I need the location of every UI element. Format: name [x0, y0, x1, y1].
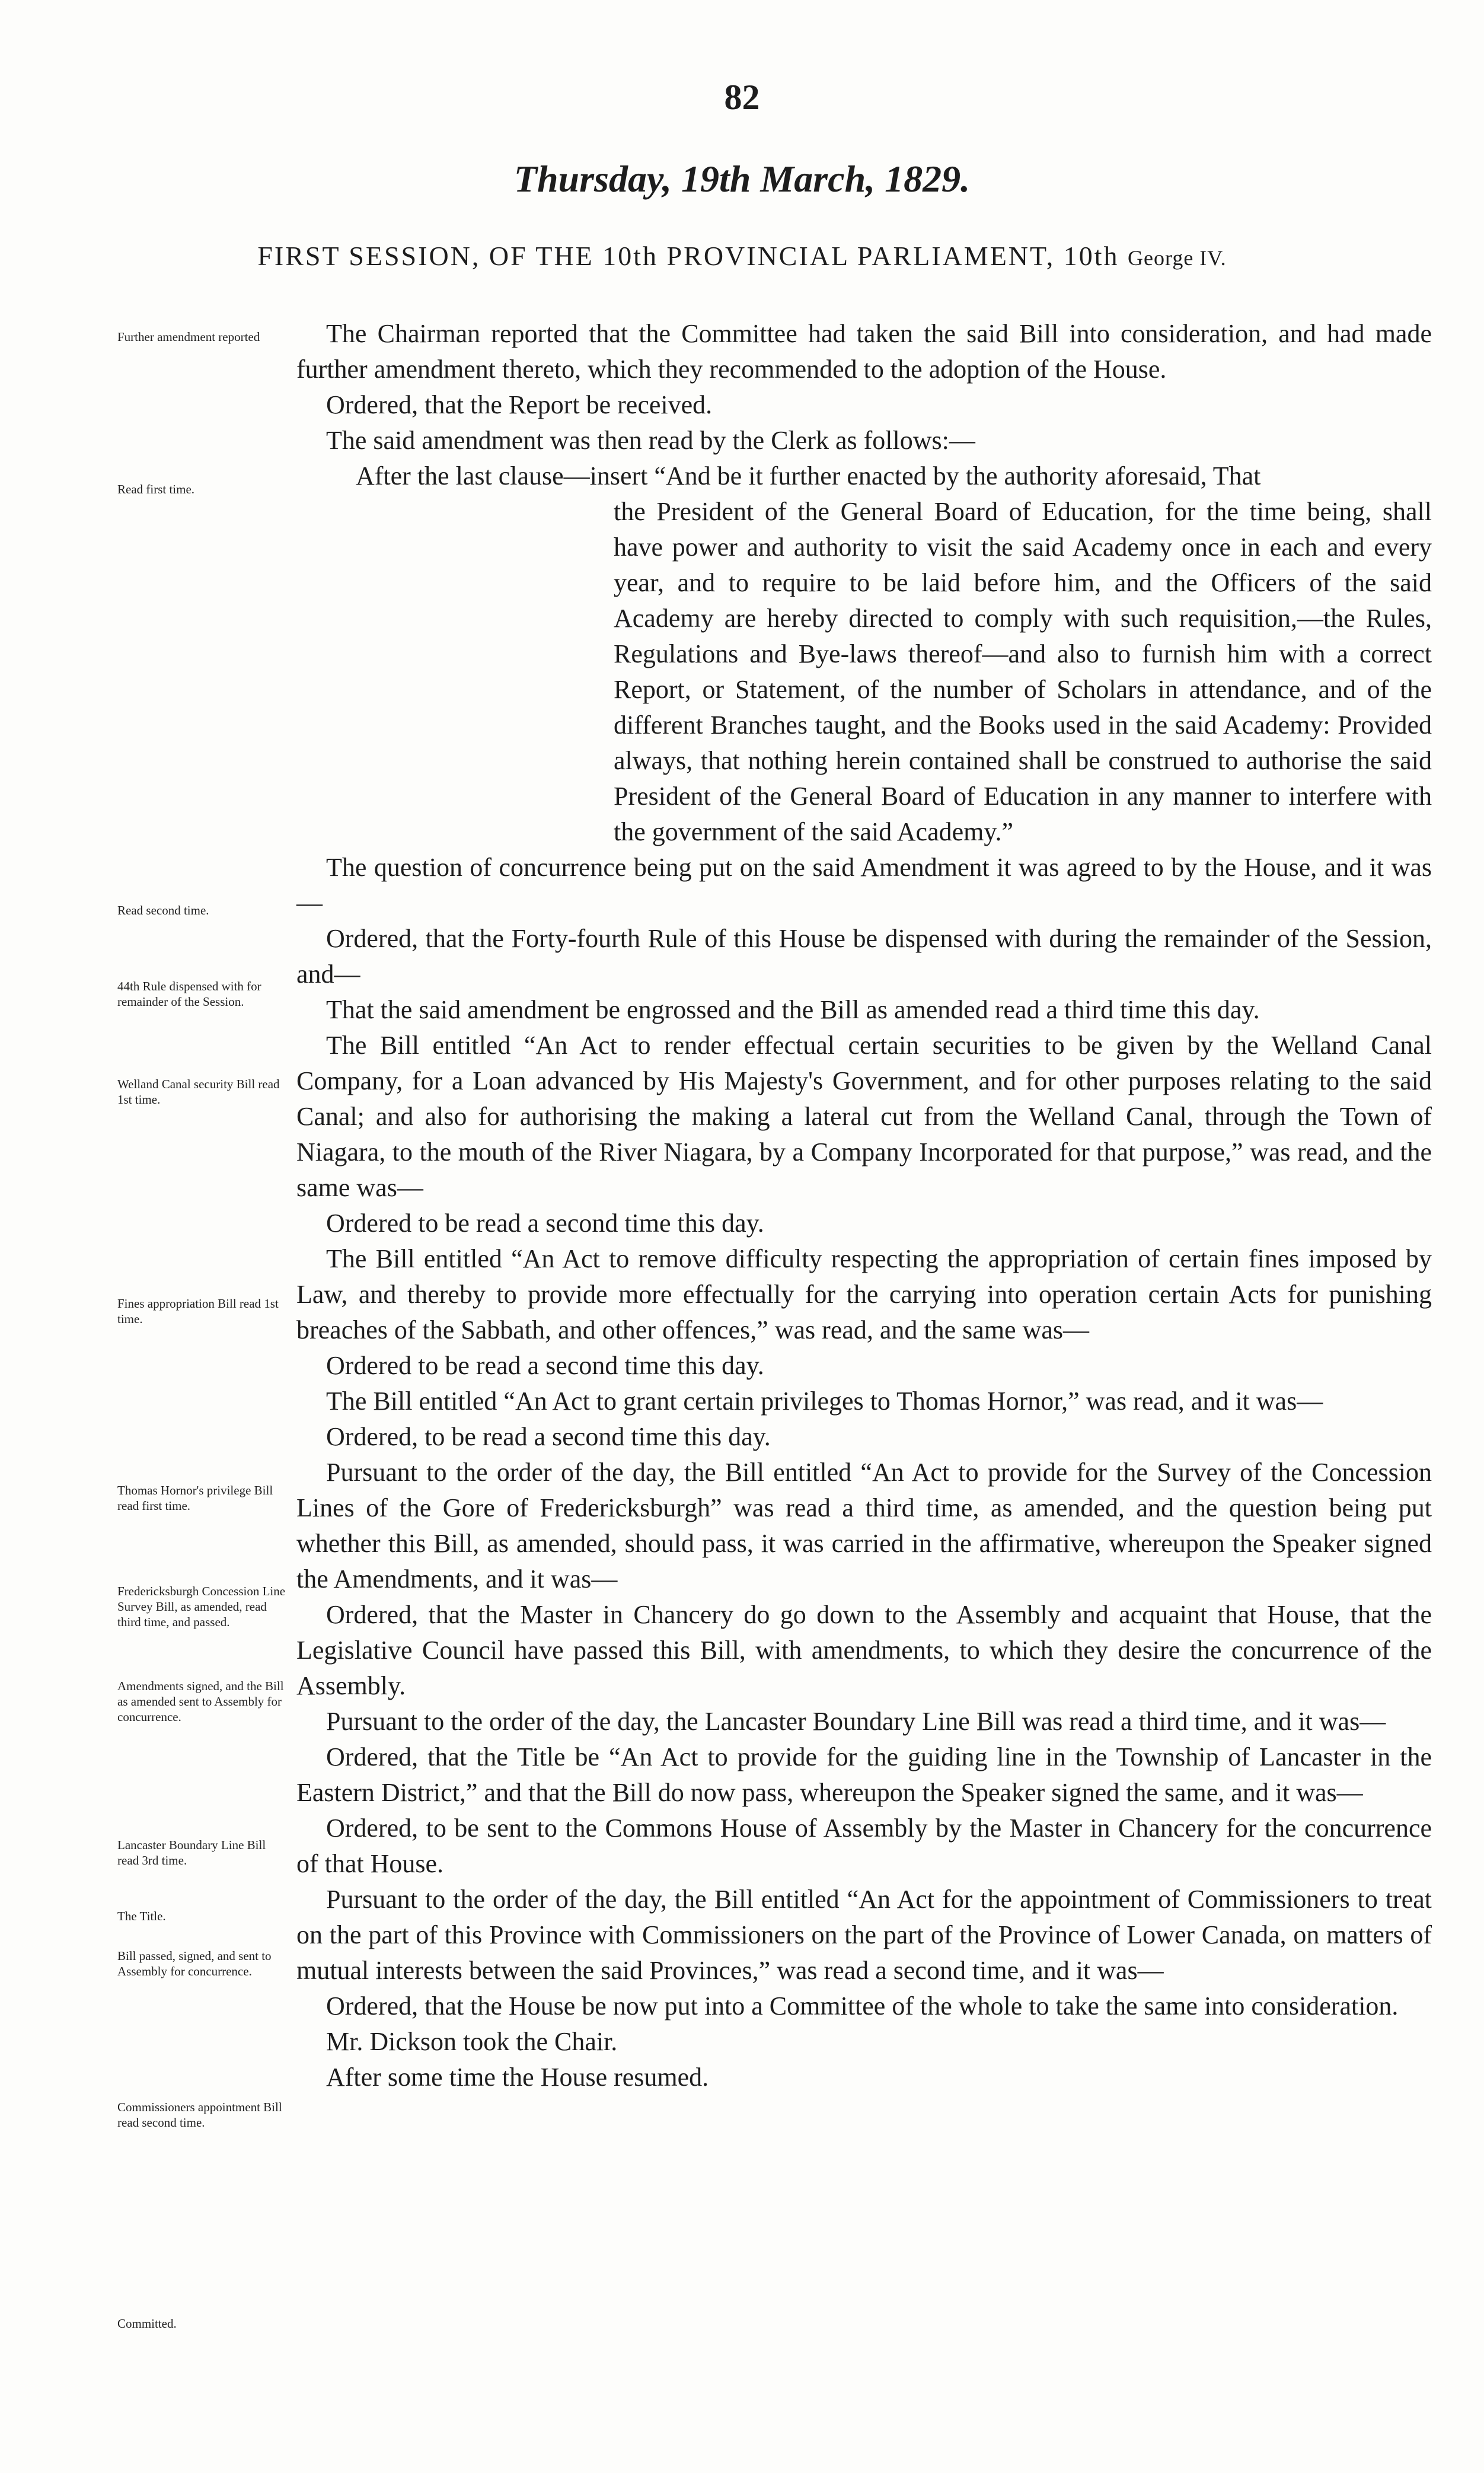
paragraph: Ordered, to be sent to the Commons House of Assembly by the Master in Chancery for the concurrence of that House.: [296, 1814, 1432, 1878]
quoted-amendment-text: the President of the General Board of Education, for the time being, shall have power and authority to visit the said Academy once in each and every year, and to require to be laid before him, and the Officers of the said Academy are hereby directed to comply with such requisition,—the Rules, Regulations and Bye-laws thereof—and also to furnish him with a correct Report, or Statement, of the number of Scholars in attendance, and of the different Branches taught, and the Books used in the said Academy: Provided always, that nothing herein contained shall be construed to authorise the said President of the General Board of Education in any manner to interfere with the government of the said Academy.”: [614, 497, 1432, 846]
quoted-amendment-opening: After the last clause—insert “And be it further enacted by the authority aforesaid, That: [356, 461, 1261, 490]
session-main: FIRST SESSION, OF THE 10th PROVINCIAL PARLIAMENT, 10th: [257, 241, 1119, 271]
paragraph: Ordered, that the Report be received.: [326, 390, 713, 419]
margin-note: Commissioners appointment Bill read second time.: [117, 2100, 282, 2130]
paragraph: Ordered to be read a second time this day.: [326, 1209, 764, 1238]
margin-note: Fines appropriation Bill read 1st time.: [117, 1296, 279, 1326]
margin-note: Read first time.: [117, 482, 195, 496]
body-text: [296, 316, 1432, 2095]
margin-note: Read second time.: [117, 903, 209, 917]
paragraph: The Bill entitled “An Act to remove difficulty respecting the appropriation of certain fines imposed by Law, and thereby to provide more effectually for the carrying into operation certain Acts for punishing breaches of the Sabbath, and other offences,” was read, and the same was—: [296, 1244, 1432, 1344]
paragraph: Ordered, that the House be now put into a Committee of the whole to take the same into consideration.: [326, 1991, 1399, 2021]
paragraph: After some time the House resumed.: [326, 2063, 709, 2092]
paragraph: The said amendment was then read by the Clerk as follows:—: [326, 426, 975, 455]
margin-note: Amendments signed, and the Bill as amended sent to Assembly for concurrence.: [117, 1679, 284, 1724]
margin-note: Thomas Hornor's privilege Bill read first time.: [117, 1483, 273, 1513]
margin-note: Bill passed, signed, and sent to Assembly for concurrence.: [117, 1949, 272, 1978]
margin-note: Further amendment reported: [117, 330, 260, 344]
paragraph: Mr. Dickson took the Chair.: [326, 2027, 618, 2056]
paragraph: The Bill entitled “An Act to render effectual certain securities to be given by the Welland Canal Company, for a Loan advanced by His Majesty's Government, and for other purposes relating to the said Canal; and also for authorising the making a lateral cut from the Welland Canal, through the Town of Niagara, to the mouth of the River Niagara, by a Company Incorporated for that purpose,” was read, and the same was—: [296, 1031, 1432, 1202]
margin-note: Welland Canal security Bill read 1st time.: [117, 1077, 280, 1107]
paragraph: That the said amendment be engrossed and the Bill as amended read a third time this day.: [326, 995, 1260, 1024]
paragraph: Pursuant to the order of the day, the Bill entitled “An Act to provide for the Survey of the Concession Lines of the Gore of Fredericksburgh” was read a third time, as amended, and the question being put whether this Bill, as amended, should pass, it was carried in the affirmative, whereupon the Speaker signed the Amendments, and it was—: [296, 1458, 1432, 1594]
session-reign: George IV.: [1128, 246, 1227, 270]
paragraph: Ordered, that the Forty-fourth Rule of this House be dispensed with during the remainder of the Session, and—: [296, 924, 1432, 989]
margin-note: The Title.: [117, 1909, 166, 1923]
paragraph: Pursuant to the order of the day, the Lancaster Boundary Line Bill was read a third time, and it was—: [326, 1707, 1386, 1736]
paragraph: The question of concurrence being put on the said Amendment it was agreed to by the House, and it was—: [296, 853, 1432, 917]
paragraph: The Chairman reported that the Committee had taken the said Bill into consideration, and had made further amendment thereto, which they recommended to the adoption of the House.: [296, 319, 1432, 384]
margin-note: Committed.: [117, 2316, 177, 2331]
margin-note: Fredericksburgh Concession Line Survey Bill, as amended, read third time, and passed.: [117, 1584, 286, 1629]
margin-note: 44th Rule dispensed with for remainder of the Session.: [117, 979, 261, 1009]
paragraph: The Bill entitled “An Act to grant certain privileges to Thomas Hornor,” was read, and it was—: [326, 1387, 1323, 1416]
session-heading: [0, 240, 1484, 272]
paragraph: Ordered, that the Master in Chancery do go down to the Assembly and acquaint that House, that the Legislative Council have passed this Bill, with amendments, to which they desire the concurrence of the Assembly.: [296, 1600, 1432, 1700]
page-number: 82: [724, 78, 760, 117]
paragraph: Ordered to be read a second time this day.: [326, 1351, 764, 1380]
margin-note: Lancaster Boundary Line Bill read 3rd time.: [117, 1838, 266, 1868]
paragraph: Ordered, to be read a second time this day.: [326, 1422, 771, 1451]
paragraph: Pursuant to the order of the day, the Bill entitled “An Act for the appointment of Commissioners to treat on the part of this Province with Commissioners on the part of the Province of Lower Canada, on matters of mutual interests between the said Provinces,” was read a second time, and it was—: [296, 1885, 1432, 1985]
paragraph: Ordered, that the Title be “An Act to provide for the guiding line in the Township of Lancaster in the Eastern District,” and that the Bill do now pass, whereupon the Speaker signed the same, and it was—: [296, 1742, 1432, 1807]
date-title: Thursday, 19th March, 1829.: [513, 158, 971, 200]
